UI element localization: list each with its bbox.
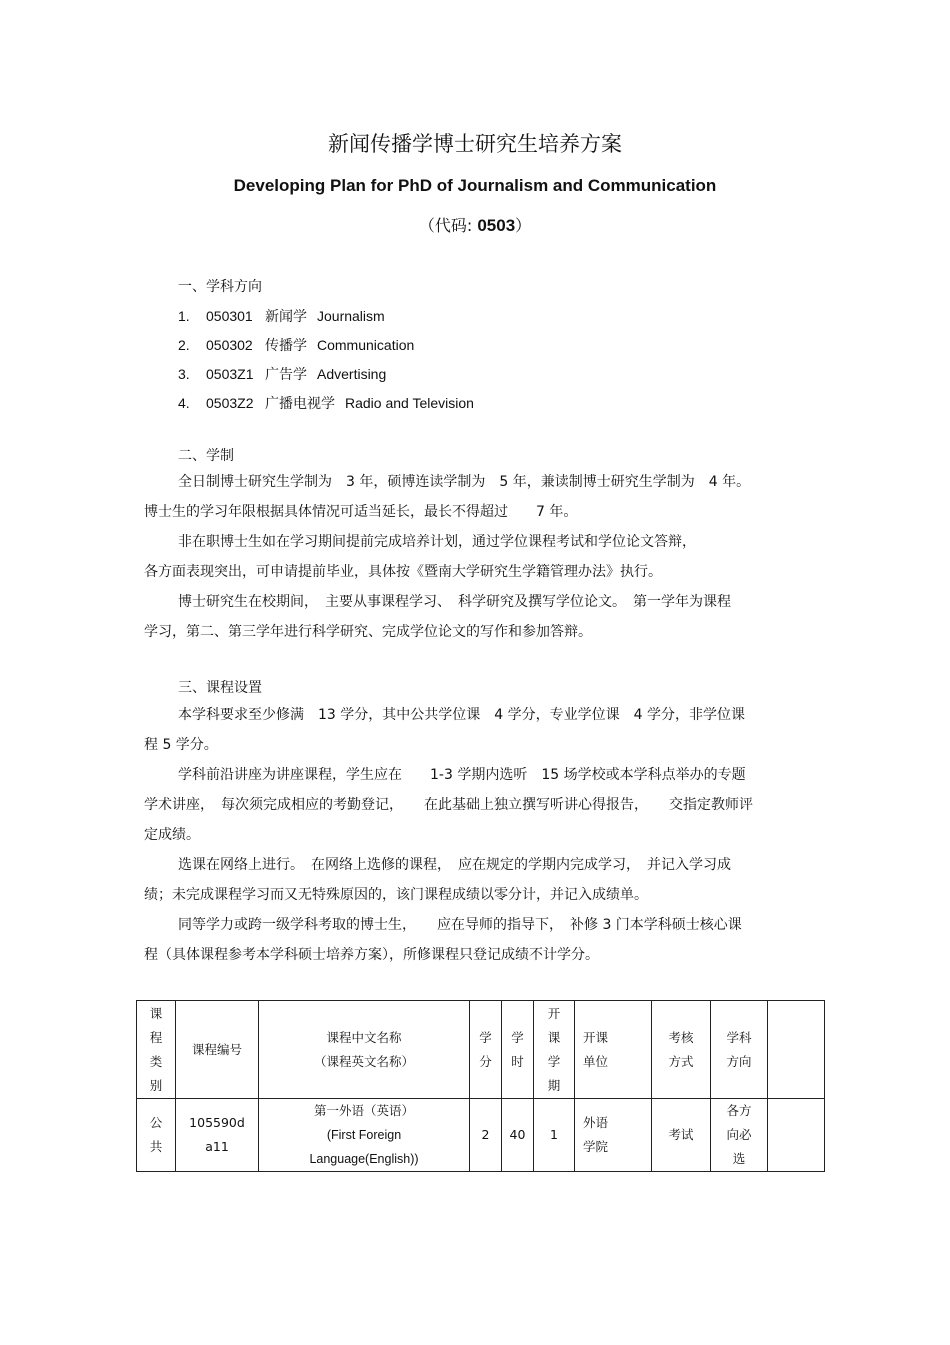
- header-code: 课程编号: [176, 1001, 259, 1099]
- section3-heading: 三、课程设置: [178, 680, 262, 696]
- header-name: [259, 1001, 470, 1099]
- header-credit: 学分: [470, 1001, 502, 1099]
- item-en: Radio and Television: [345, 395, 474, 411]
- paragraph-line: 博士生的学习年限根据具体情况可适当延长，最长不得超过 7 年。: [144, 504, 578, 520]
- section1-heading: 一、学科方向: [178, 279, 262, 295]
- list-item: [178, 393, 474, 413]
- paragraph-line: 全日制博士研究生学制为 3 年，硕博连读学制为 5 年，兼读制博士研究生学制为 4 年。: [178, 474, 751, 490]
- cell-semester: 1: [534, 1099, 575, 1172]
- cell-credit: 2: [470, 1099, 502, 1172]
- paragraph-line: 同等学力或跨一级学科考取的博士生， 应在导师的指导下， 补修 3 门本学科硕士核心课: [178, 917, 742, 933]
- code-value: 0503: [477, 216, 516, 235]
- paragraph-line: 程（具体课程参考本学科硕士培养方案），所修课程只登记成绩不计学分。: [144, 947, 599, 963]
- item-code: 0503Z2: [206, 395, 254, 411]
- item-cn: 传播学: [265, 338, 307, 354]
- item-cn: 新闻学: [265, 309, 307, 325]
- paragraph-line: 选课在网络上进行。 在网络上选修的课程， 应在规定的学期内完成学习， 并记入学习成: [178, 857, 731, 873]
- paragraph-line: 绩；未完成课程学习而又无特殊原因的，该门课程成绩以零分计，并记入成绩单。: [144, 887, 648, 903]
- cell-extra: [768, 1099, 825, 1172]
- paragraph-line: 学术讲座， 每次须完成相应的考勤登记， 在此基础上独立撰写听讲心得报告， 交指定教师评: [144, 797, 753, 813]
- paragraph-line: 博士研究生在校期间， 主要从事课程学习、 科学研究及撰写学位论文。 第一学年为课程: [178, 594, 731, 610]
- item-code: 050302: [206, 337, 253, 353]
- header-dept: 开课单位: [575, 1001, 652, 1099]
- item-number: 2.: [178, 337, 190, 353]
- item-number: 3.: [178, 366, 190, 382]
- header-extra: [768, 1001, 825, 1099]
- cell-direction: 各方向必选: [711, 1099, 768, 1172]
- paragraph-line: 学科前沿讲座为讲座课程，学生应在 1-3 学期内选听 15 场学校或本学科点举办的专题: [178, 767, 746, 783]
- table-header-row: [137, 1001, 825, 1099]
- item-cn: 广告学: [265, 367, 307, 383]
- program-code: [0, 213, 950, 236]
- header-hours: 学时: [502, 1001, 534, 1099]
- list-item: [178, 335, 414, 355]
- header-name-en: （课程英文名称）: [313, 1053, 414, 1069]
- section2-body: [144, 467, 809, 647]
- cell-category: 公共: [137, 1099, 176, 1172]
- item-number: 4.: [178, 395, 190, 411]
- item-code: 050301: [206, 308, 253, 324]
- document-title-en: Developing Plan for PhD of Journalism and Communication: [233, 176, 717, 195]
- paragraph-line: 本学科要求至少修满 13 学分，其中公共学位课 4 学分，专业学位课 4 学分，非学位课: [178, 707, 745, 723]
- paragraph-line: 程 5 学分。: [144, 737, 218, 753]
- paragraph-line: 定成绩。: [144, 827, 200, 843]
- header-semester: 开课学期: [534, 1001, 575, 1099]
- item-code: 0503Z1: [206, 366, 254, 382]
- section2-heading: 二、学制: [178, 448, 234, 464]
- cell-name-en: (First Foreign Language(English)): [309, 1128, 419, 1166]
- cell-code: 105590da11: [176, 1099, 259, 1172]
- section3-body: [144, 700, 809, 970]
- course-table: [136, 1000, 825, 1172]
- table-row: [137, 1099, 825, 1172]
- paragraph-line: 学习，第二、第三学年进行科学研究、完成学位论文的写作和参加答辩。: [144, 624, 592, 640]
- cell-assess: 考试: [652, 1099, 711, 1172]
- header-category: 课程类别: [137, 1001, 176, 1099]
- document-title-cn: 新闻传播学博士研究生培养方案: [328, 132, 622, 156]
- paragraph-line: 各方面表现突出，可申请提前毕业，具体按《暨南大学研究生学籍管理办法》执行。: [144, 564, 662, 580]
- list-item: [178, 306, 385, 326]
- code-prefix: （代码:: [418, 216, 473, 235]
- item-en: Advertising: [317, 366, 387, 382]
- item-en: Communication: [317, 337, 415, 353]
- cell-hours: 40: [502, 1099, 534, 1172]
- header-direction: 学科方向: [711, 1001, 768, 1099]
- cell-name-cn: 第一外语（英语）: [313, 1103, 414, 1118]
- cell-name: [259, 1099, 470, 1172]
- header-assess: 考核方式: [652, 1001, 711, 1099]
- list-item: [178, 364, 386, 384]
- item-number: 1.: [178, 308, 190, 324]
- item-cn: 广播电视学: [265, 396, 335, 412]
- cell-dept: 外语学院: [575, 1099, 652, 1172]
- header-name-cn: 课程中文名称: [326, 1029, 402, 1045]
- item-en: Journalism: [317, 308, 385, 324]
- code-suffix: ）: [515, 216, 532, 235]
- paragraph-line: 非在职博士生如在学习期间提前完成培养计划，通过学位课程考试和学位论文答辩，: [178, 534, 696, 550]
